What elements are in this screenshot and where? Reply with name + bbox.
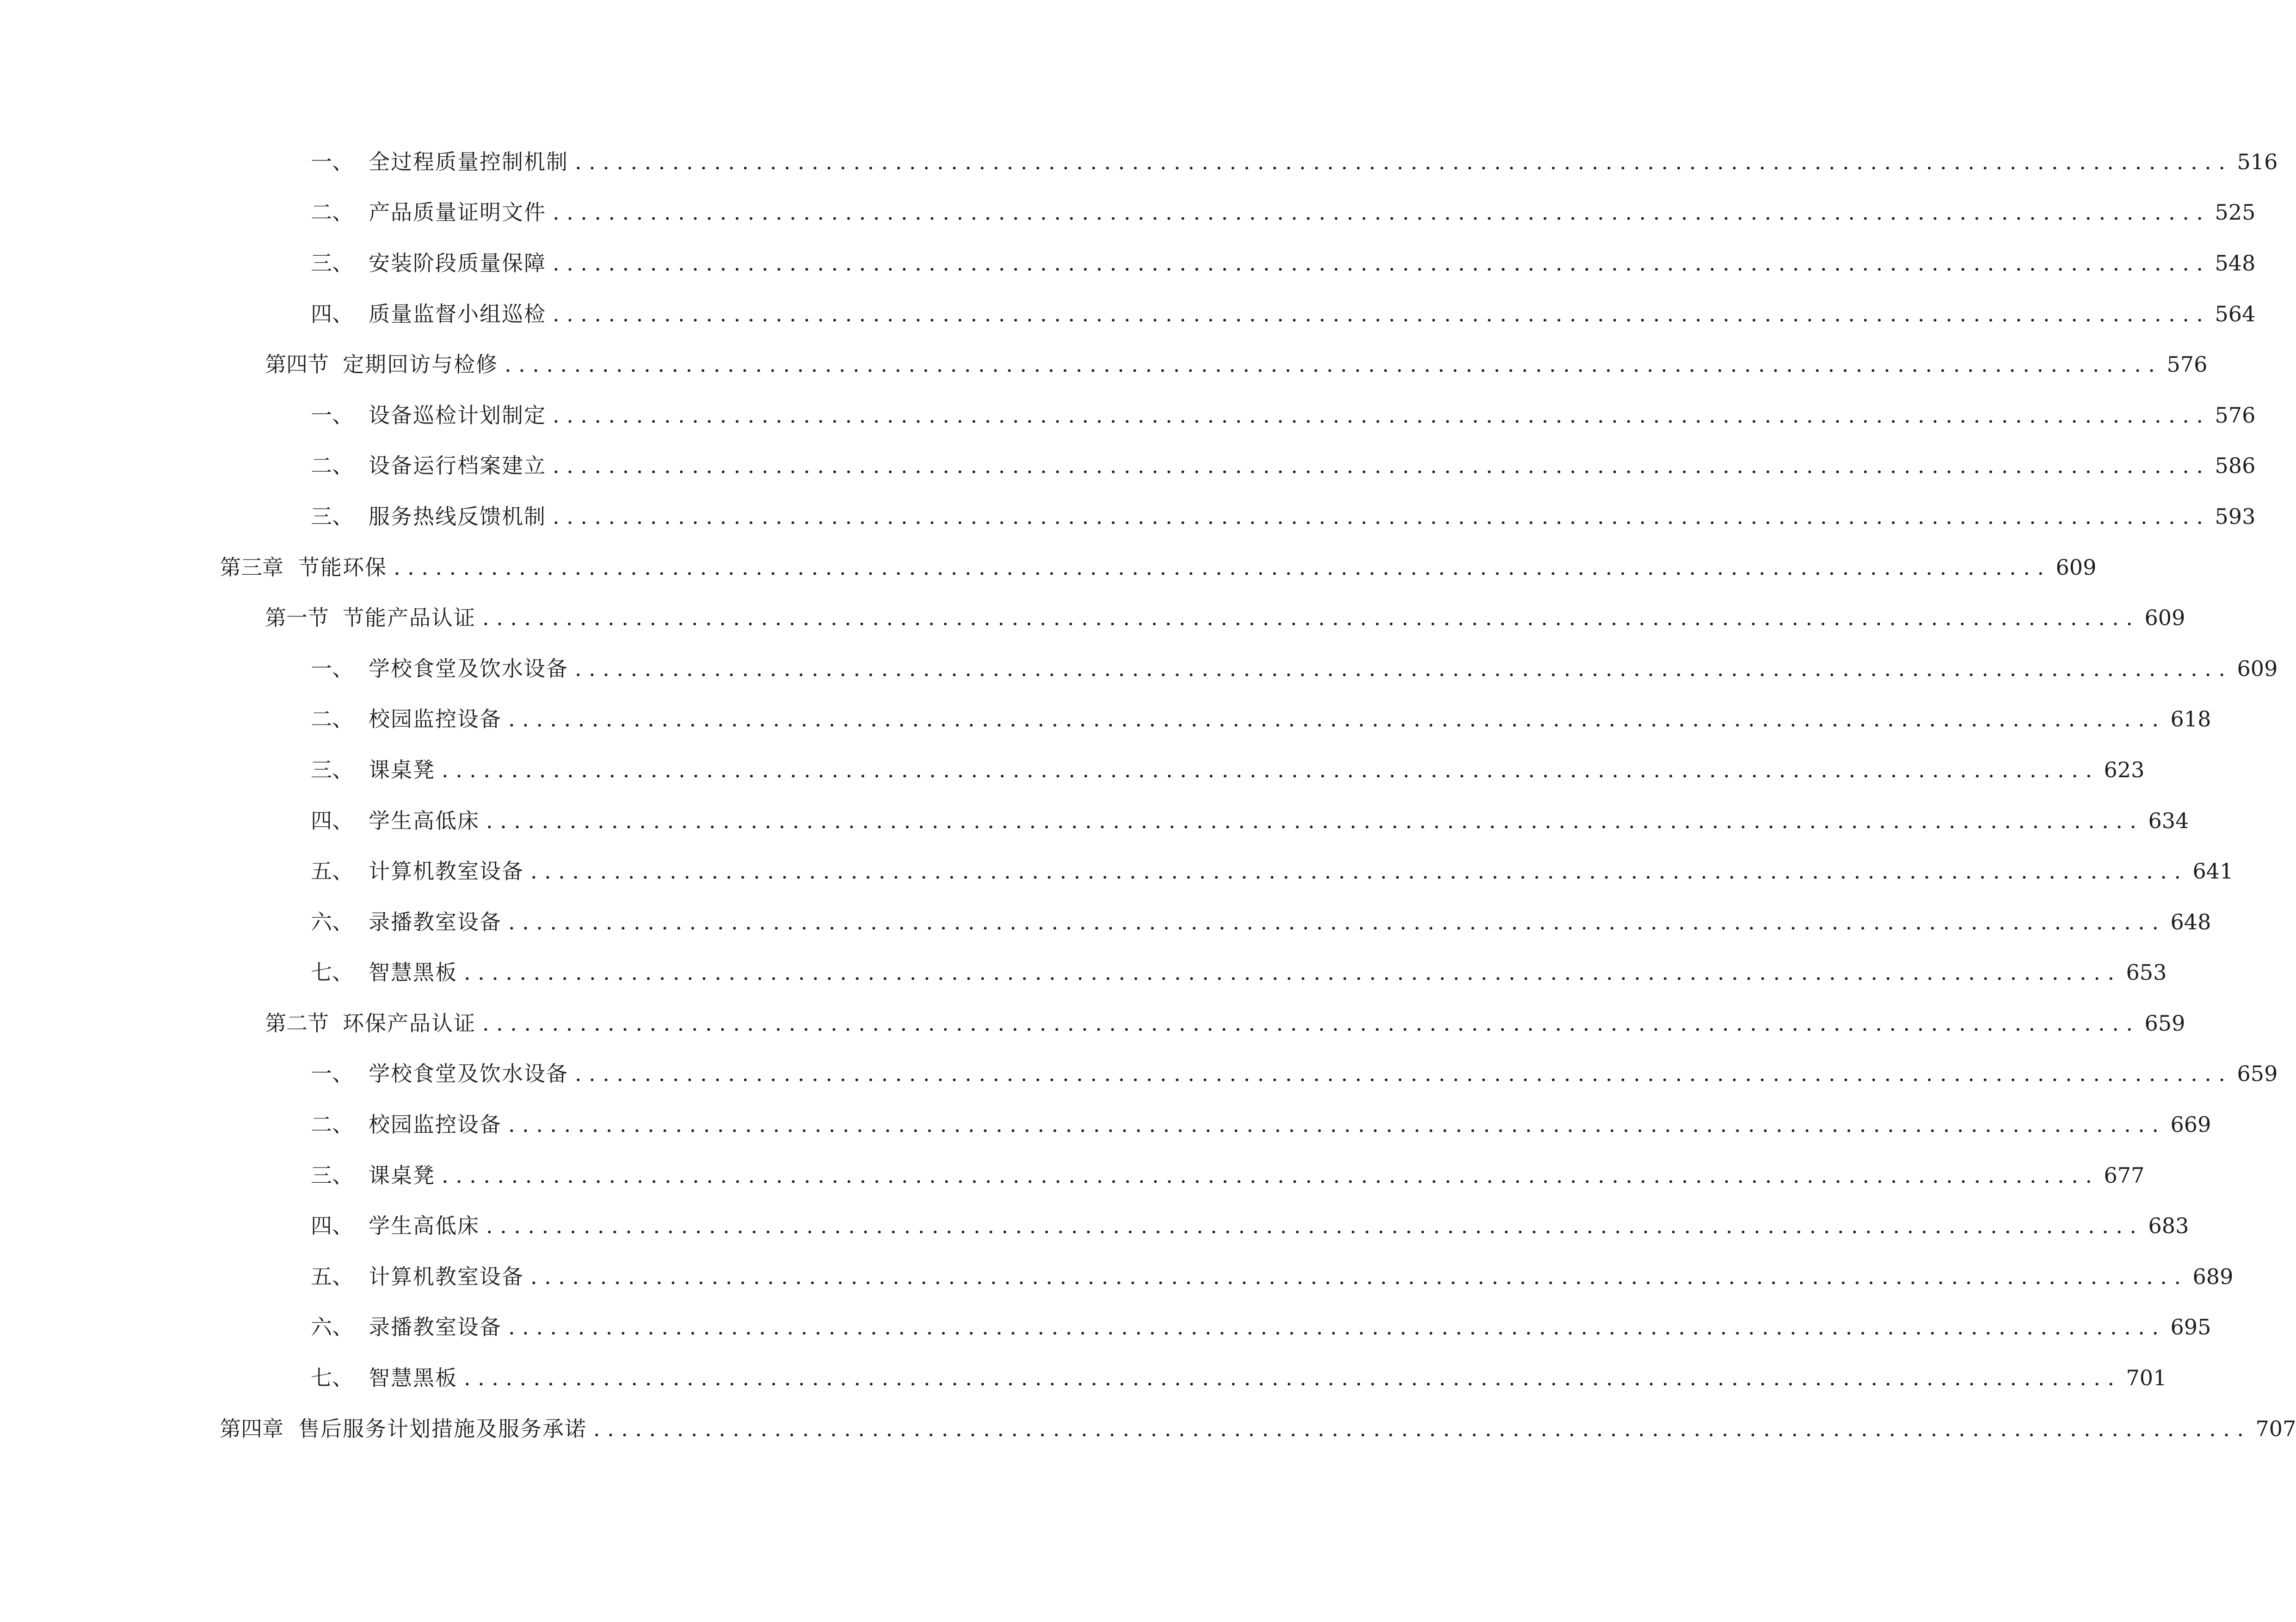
toc-entry-11[interactable] [0,643,2278,694]
toc-entry-25[interactable] [0,1352,2167,1403]
toc-dot-leader: ....................................................................................................................... [482,605,2140,631]
toc-entry-number: 五、 [311,1264,353,1289]
toc-entry-number: 第四节 [265,352,329,377]
toc-entry-title: 课桌凳 [369,1162,435,1188]
toc-entry-title: 全过程质量控制机制 [369,149,568,174]
toc-entry-title: 设备巡检计划制定 [369,402,546,428]
toc-dot-leader: ....................................................................................................................... [486,808,2144,833]
toc-entry-title: 学校食堂及饮水设备 [369,656,568,681]
toc-entry-title: 智慧黑板 [369,960,457,985]
toc-dot-leader: ....................................................................................................................... [508,1112,2166,1137]
toc-entry-title: 售后服务计划措施及服务承诺 [298,1416,587,1441]
toc-dot-leader: ....................................................................................................................... [593,1416,2251,1441]
toc-entry-number: 四、 [311,301,353,326]
toc-entry-number: 三、 [311,757,353,782]
toc-page-number: 648 [2170,909,2211,934]
toc-dot-leader: ....................................................................................................................... [508,909,2166,934]
toc-page-number: 659 [2237,1061,2278,1087]
toc-entry-number: 一、 [311,402,353,428]
toc-entry-number: 第三章 [220,554,283,580]
toc-entry-title: 环保产品认证 [343,1010,476,1036]
toc-entry-title: 录播教室设备 [369,909,502,934]
toc-entry-13[interactable] [0,744,2145,795]
toc-entry-title: 校园监控设备 [369,1112,502,1137]
toc-page-number: 701 [2126,1365,2167,1391]
toc-dot-leader: ....................................................................................................................... [394,554,2051,580]
toc-page-number: 677 [2104,1162,2145,1188]
toc-entry-title: 智慧黑板 [369,1365,457,1391]
toc-entry-22[interactable] [0,1200,2189,1251]
toc-page-number: 593 [2215,504,2256,529]
toc-entry-19[interactable] [0,1049,2278,1100]
toc-entry-number: 二、 [311,1112,353,1137]
toc-entry-number: 三、 [311,1162,353,1188]
toc-dot-leader: ....................................................................................................................... [553,402,2210,428]
toc-entry-title: 安装阶段质量保障 [369,250,546,276]
toc-page-number: 609 [2237,656,2278,681]
toc-dot-leader: ....................................................................................................................... [486,1213,2144,1239]
toc-entry-title: 录播教室设备 [369,1315,502,1340]
toc-entry-title: 学生高低床 [369,1213,480,1239]
toc-dot-leader: ....................................................................................................................... [530,859,2188,884]
toc-page-number: 669 [2170,1112,2211,1137]
toc-dot-leader: ....................................................................................................................... [553,453,2210,479]
toc-page-number: 689 [2192,1264,2234,1289]
toc-page-number: 516 [2237,149,2278,174]
toc-entry-title: 学生高低床 [369,808,480,833]
toc-entry-number: 四、 [311,808,353,833]
toc-entry-number: 二、 [311,707,353,732]
toc-entry-title: 节能产品认证 [343,605,476,631]
toc-page-number: 695 [2170,1315,2211,1340]
toc-page-number: 586 [2215,453,2256,479]
toc-entry-24[interactable] [0,1302,2211,1353]
toc-page-number: 683 [2148,1213,2189,1239]
toc-dot-leader: ....................................................................................................................... [508,1315,2166,1340]
toc-entry-12[interactable] [0,694,2211,745]
toc-entry-8[interactable] [0,491,2256,542]
toc-entry-number: 四、 [311,1213,353,1239]
toc-entry-3[interactable] [0,238,2256,289]
table-of-contents [0,136,2296,1454]
toc-dot-leader: ....................................................................................................................... [442,757,2099,782]
toc-page-number: 564 [2215,301,2256,326]
toc-dot-leader: ....................................................................................................................... [505,352,2162,377]
toc-page-number: 653 [2126,960,2167,985]
toc-entry-title: 产品质量证明文件 [369,200,546,225]
toc-entry-15[interactable] [0,846,2234,897]
toc-page-number: 525 [2215,200,2256,225]
toc-entry-23[interactable] [0,1251,2234,1302]
toc-dot-leader: ....................................................................................................................... [530,1264,2188,1289]
toc-entry-7[interactable] [0,441,2256,492]
toc-dot-leader: ....................................................................................................................... [482,1010,2140,1036]
toc-entry-16[interactable] [0,897,2211,947]
toc-dot-leader: ....................................................................................................................... [553,250,2210,276]
toc-entry-number: 六、 [311,909,353,934]
toc-page-number: 618 [2170,707,2211,732]
toc-entry-number: 二、 [311,453,353,479]
toc-entry-title: 课桌凳 [369,757,435,782]
toc-entry-number: 三、 [311,250,353,276]
toc-entry-number: 第四章 [220,1416,283,1441]
toc-entry-10[interactable] [0,592,2185,643]
toc-entry-title: 定期回访与检修 [343,352,498,377]
toc-dot-leader: ....................................................................................................................... [575,149,2233,174]
toc-entry-title: 质量监督小组巡检 [369,301,546,326]
toc-entry-number: 一、 [311,656,353,681]
toc-entry-1[interactable] [0,136,2278,187]
toc-dot-leader: ....................................................................................................................... [575,1061,2233,1087]
toc-page-number: 609 [2144,605,2185,631]
toc-page-number: 623 [2104,757,2145,782]
toc-entry-14[interactable] [0,795,2189,846]
toc-entry-9[interactable] [0,542,2097,593]
toc-dot-leader: ....................................................................................................................... [464,1365,2122,1391]
toc-dot-leader: ....................................................................................................................... [508,707,2166,732]
toc-entry-title: 学校食堂及饮水设备 [369,1061,568,1087]
toc-entry-number: 七、 [311,1365,353,1391]
toc-entry-title: 计算机教室设备 [369,1264,524,1289]
toc-dot-leader: ....................................................................................................................... [575,656,2233,681]
toc-entry-20[interactable] [0,1099,2211,1150]
toc-entry-number: 二、 [311,200,353,225]
toc-dot-leader: ....................................................................................................................... [553,200,2210,225]
toc-entry-17[interactable] [0,947,2167,998]
toc-entry-2[interactable] [0,187,2256,238]
toc-page-number: 609 [2056,554,2097,580]
toc-entry-number: 一、 [311,1061,353,1087]
toc-page-number: 576 [2167,352,2208,377]
toc-entry-title: 校园监控设备 [369,707,502,732]
toc-dot-leader: ....................................................................................................................... [464,960,2122,985]
toc-entry-5[interactable] [0,339,2208,390]
toc-entry-number: 三、 [311,504,353,529]
toc-entry-6[interactable] [0,390,2256,441]
toc-entry-26[interactable] [0,1403,2296,1454]
toc-dot-leader: ....................................................................................................................... [553,301,2210,326]
toc-entry-number: 第一节 [265,605,329,631]
toc-page-number: 641 [2192,859,2234,884]
toc-entry-title: 计算机教室设备 [369,859,524,884]
toc-entry-number: 五、 [311,859,353,884]
toc-entry-number: 七、 [311,960,353,985]
toc-entry-title: 节能环保 [298,554,387,580]
toc-entry-4[interactable] [0,289,2256,339]
toc-dot-leader: ....................................................................................................................... [442,1162,2099,1188]
toc-entry-title: 设备运行档案建立 [369,453,546,479]
toc-entry-number: 一、 [311,149,353,174]
toc-entry-21[interactable] [0,1150,2145,1201]
toc-page-number: 659 [2144,1010,2185,1036]
toc-entry-number: 六、 [311,1315,353,1340]
toc-dot-leader: ....................................................................................................................... [553,504,2210,529]
toc-page-number: 707 [2255,1416,2296,1441]
toc-page-number: 634 [2148,808,2189,833]
toc-page-number: 548 [2215,250,2256,276]
toc-entry-number: 第二节 [265,1010,329,1036]
toc-entry-title: 服务热线反馈机制 [369,504,546,529]
toc-entry-18[interactable] [0,998,2185,1049]
toc-page-number: 576 [2215,402,2256,428]
